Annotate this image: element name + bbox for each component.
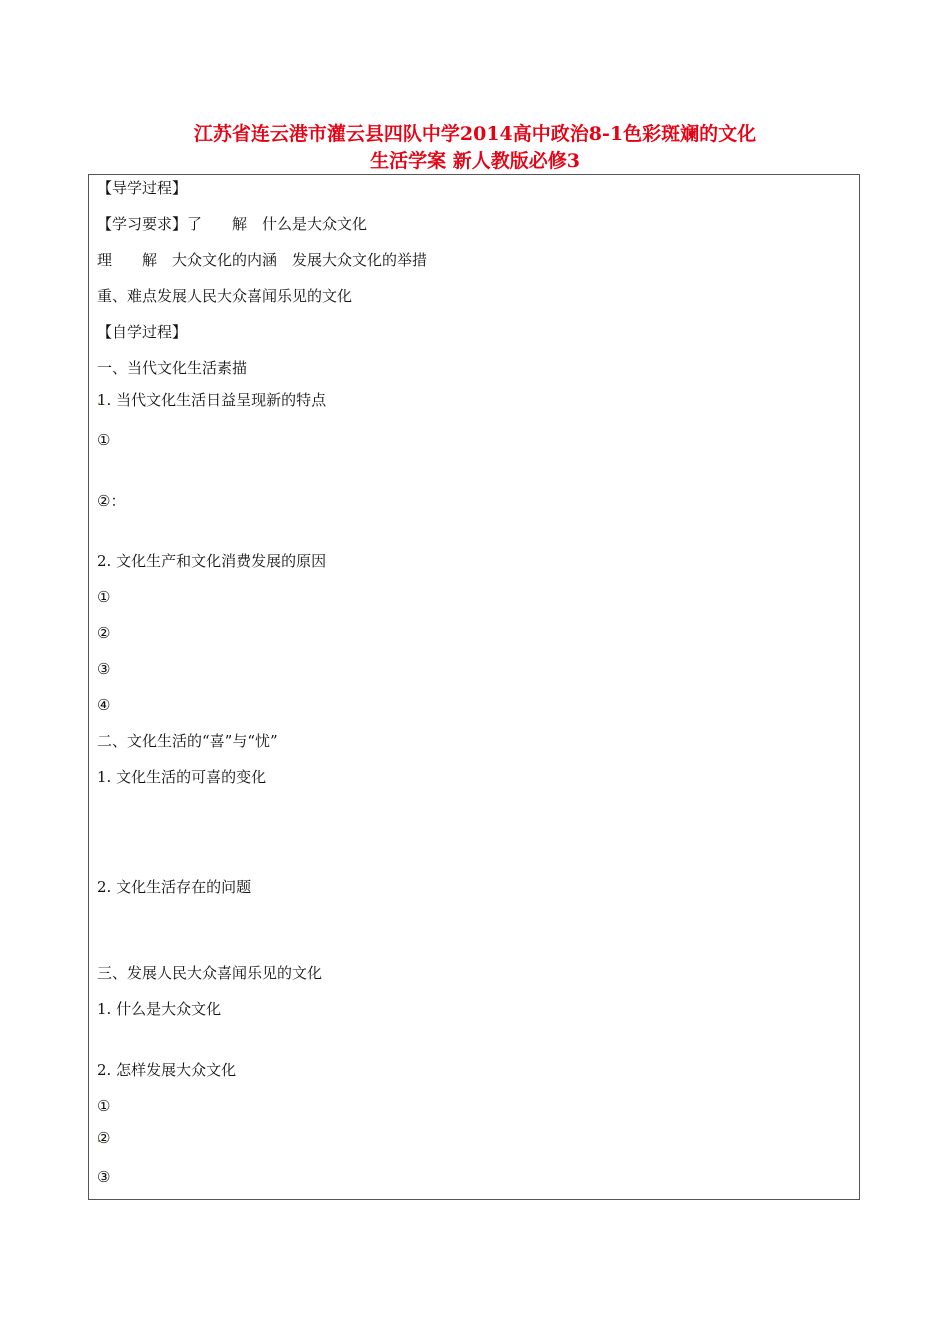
section-1-item-2: 2. 文化生产和文化消费发展的原因 <box>97 552 327 570</box>
learning-requirement-2: 理 解 大众文化的内涵 发展大众文化的举措 <box>97 251 428 269</box>
section-3-item-2-a: ① <box>97 1097 111 1115</box>
section-3-item-2-b: ② <box>97 1129 111 1147</box>
title-line-1: 江苏省连云港市灌云县四队中学2014高中政治8-1色彩斑斓的文化 <box>193 123 757 145</box>
section-3-heading: 三、发展人民大众喜闻乐见的文化 <box>97 964 323 982</box>
section-1-heading: 一、当代文化生活素描 <box>97 359 248 377</box>
section-1-item-1-a: ① <box>97 431 111 449</box>
document-title <box>88 121 862 175</box>
section-1-item-2-c: ③ <box>97 660 111 678</box>
section-1-item-2-d: ④ <box>97 696 111 714</box>
section-3-item-2: 2. 怎样发展大众文化 <box>97 1061 237 1079</box>
worksheet-box <box>88 174 860 1200</box>
section-3-item-1: 1. 什么是大众文化 <box>97 1000 222 1018</box>
section-1-item-1: 1. 当代文化生活日益呈现新的特点 <box>97 391 327 409</box>
section-2-item-1: 1. 文化生活的可喜的变化 <box>97 768 267 786</box>
key-points: 重、难点发展人民大众喜闻乐见的文化 <box>97 287 353 305</box>
section-2-item-2: 2. 文化生活存在的问题 <box>97 878 252 896</box>
section-1-item-2-a: ① <box>97 588 111 606</box>
section-2-heading: 二、文化生活的“喜”与“忧” <box>97 732 278 750</box>
guide-heading: 【导学过程】 <box>97 179 188 197</box>
title-line-2: 生活学案 新人教版必修3 <box>370 150 580 172</box>
section-3-item-2-c: ③ <box>97 1168 111 1186</box>
section-1-item-2-b: ② <box>97 624 111 642</box>
self-study-heading: 【自学过程】 <box>97 323 188 341</box>
learning-requirement-1: 【学习要求】了 解 什么是大众文化 <box>97 215 368 233</box>
section-1-item-1-b: ②： <box>97 492 126 510</box>
